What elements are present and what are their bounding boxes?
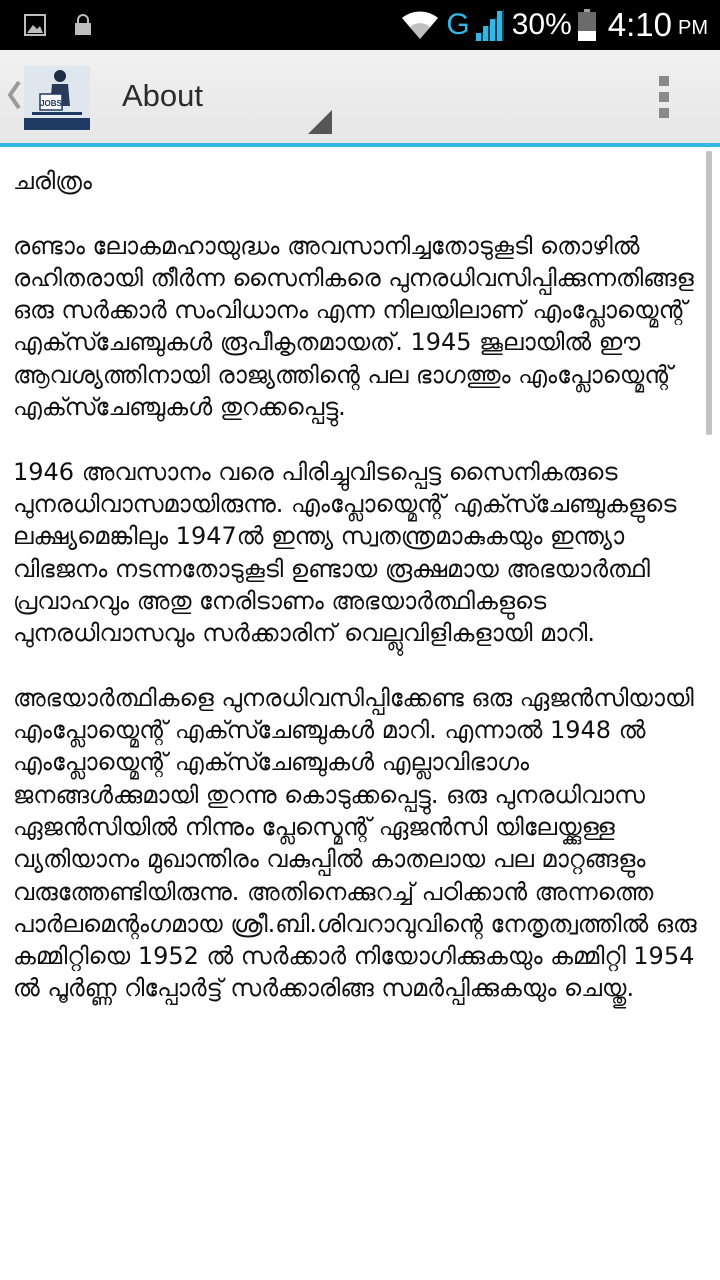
- action-bar: [0, 50, 720, 143]
- article-paragraph: രണ്ടാം ലോകമഹായുദ്ധം അവസാനിച്ചതോടുകൂടി തൊഴിൽ രഹിതരായി തീർന്ന സൈനികരെ പുനരധിവസിപ്പിക്കുന്നതിങ്ങള ഒരു സർക്കാർ സംവിധാനം എന്ന നിലയിലാണ് എംപ്ലോയ്മെന്റ് എക്സ്ചേഞ്ചുകൾ രൂപീകൃതമായത്. 1945 ജൂലായിൽ ഈ ആവശ്യത്തിനായി രാജ്യത്തിന്റെ പല ഭാഗത്തും എംപ്ലോയ്മെന്റ് എക്സ്ചേഞ്ചുകൾ തുറക്കപ്പെട്ടു.: [13, 231, 694, 422]
- status-bar: [0, 0, 720, 50]
- battery-percent: 30%: [511, 8, 572, 41]
- back-chevron-icon[interactable]: [6, 80, 22, 110]
- overflow-menu-icon[interactable]: [650, 74, 680, 120]
- article-body: [13, 165, 705, 1037]
- scrollbar-thumb[interactable]: [706, 151, 712, 435]
- battery-icon: [578, 9, 596, 41]
- spinner-corner-indicator[interactable]: [308, 110, 332, 134]
- logo-text: JOBS: [40, 99, 62, 108]
- article-heading: ചരിത്രം: [13, 167, 92, 195]
- lock-icon: [74, 14, 92, 36]
- image-notification-icon: [24, 14, 46, 36]
- wifi-icon: [400, 9, 440, 41]
- network-type: G: [446, 8, 470, 41]
- article-paragraph: 1946 അവസാനം വരെ പിരിച്ചുവിടപ്പെട്ട സൈനികരുടെ പുനരധിവാസമായിരുന്നു. എംപ്ലോയ്മെന്റ് എക്സ്ചേഞ്ചുകളുടെ ലക്ഷ്യമെങ്കിലും 1947ൽ ഇന്ത്യ സ്വതന്ത്രമാകുകയും ഇന്ത്യാ വിഭജനം നടന്നതോടുകൂടി ഉണ്ടായ രൂക്ഷമായ അഭയാർത്ഥി പ്രവാഹവും അതു നേരിടാണം അഭയാർത്ഥികളുടെ പുനരധിവാസവും സർക്കാരിന് വെല്ലുവിളികളായി മാറി.: [13, 457, 677, 648]
- signal-icon: [474, 9, 504, 41]
- app-logo[interactable]: [24, 66, 90, 130]
- clock-time: 4:10: [607, 6, 672, 43]
- clock-am-pm: PM: [678, 16, 708, 39]
- status-right: [400, 0, 708, 50]
- about-content[interactable]: [0, 147, 720, 1280]
- page-title: About: [122, 78, 204, 113]
- article-paragraph: അഭയാർത്ഥികളെ പുനരധിവസിപ്പിക്കേണ്ട ഒരു ഏജൻസിയായി എംപ്ലോയ്മെന്റ് എക്സ്ചേഞ്ചുകൾ മാറി. എന്നാൽ 1948 ൽ എംപ്ലോയ്മെന്റ് എക്സ്ചേഞ്ചുകൾ എല്ലാവിഭാഗം ജനങ്ങൾക്കുമായി തുറന്നു കൊടുക്കപ്പെട്ടു. ഒരു പുനരധിവാസ ഏജൻസിയിൽ നിന്നും പ്ലേസ്മെന്റ് ഏജൻസി യിലേയ്ക്കുള്ള വ്യതിയാനം മുഖാന്തിരം വകുപ്പിൽ കാതലായ പല മാറ്റങ്ങളും വരുത്തേണ്ടിയിരുന്നു. അതിനെക്കുറച്ച് പഠിക്കാൻ അന്നത്തെ പാർലമെന്റംഗമായ ശ്രീ.ബി.ശിവറാവുവിന്റെ നേതൃത്വത്തിൽ ഒരു കമ്മിറ്റിയെ 1952 ൽ സർക്കാർ നിയോഗിക്കുകയും കമ്മിറ്റി 1954 ൽ പൂർണ്ണ റിപ്പോർട്ട് സർക്കാരിങ്ങ സമർപ്പിക്കുകയും ചെയ്തു.: [13, 683, 697, 1003]
